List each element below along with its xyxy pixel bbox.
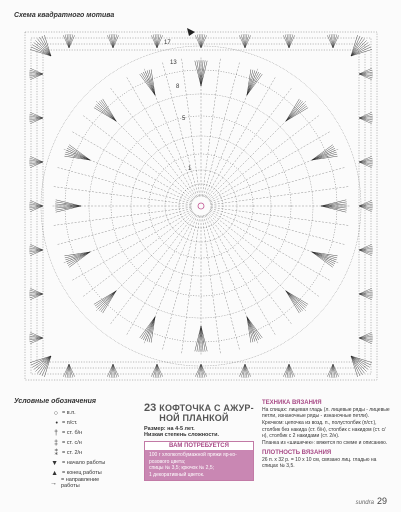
treble-crochet-icon: ⁑	[54, 450, 58, 457]
row-label-8: 8	[176, 84, 180, 90]
spoke	[181, 216, 199, 355]
fan-stitch	[94, 108, 116, 121]
edge-fan	[30, 250, 43, 254]
legend-label: = конец работы	[62, 470, 102, 476]
fan-stitch	[247, 73, 261, 95]
spoke	[211, 207, 350, 225]
fan-stitch	[141, 317, 155, 339]
fan-stitch	[68, 146, 90, 160]
fan-stitch	[101, 100, 116, 121]
fan-stitch	[286, 100, 301, 121]
fan-stitch	[197, 60, 201, 86]
start-marker-icon: ▼	[51, 459, 58, 467]
density-heading: ПЛОТНОСТЬ ВЯЗАНИЯ	[262, 450, 332, 457]
row-label-5: 5	[182, 116, 186, 122]
fan-stitch	[312, 152, 337, 160]
fan-stitch	[312, 146, 334, 160]
spoke	[202, 216, 220, 355]
spoke	[110, 214, 195, 325]
edge-fan	[69, 364, 73, 377]
spoke	[202, 57, 220, 196]
article-title: КОФТОЧКА С АЖУР-НОЙ ПЛАНКОЙ	[159, 403, 254, 423]
fan-stitch	[247, 317, 261, 339]
fan-stitch	[98, 291, 116, 309]
spoke	[162, 61, 198, 196]
fan-stitch	[101, 291, 116, 312]
edge-fan	[153, 364, 157, 377]
spoke	[204, 61, 240, 196]
materials-item: спицы № 3,5; крючок № 2,5;	[149, 465, 214, 471]
center-marker	[198, 203, 204, 209]
fan-stitch	[201, 326, 205, 352]
arrow-right-icon: →	[49, 479, 57, 487]
fan-stitch	[247, 70, 255, 95]
corner-fan	[351, 356, 362, 375]
edge-fan	[153, 35, 157, 48]
edge-fan	[157, 35, 161, 48]
fan-stitch	[201, 60, 205, 86]
motif-drawing	[25, 28, 377, 380]
fan-stitch	[65, 152, 90, 160]
materials-item: 1 декоративный цветок.	[149, 471, 205, 478]
edge-fan	[30, 290, 43, 294]
materials-list	[145, 450, 253, 480]
legend-label: = направление работы	[60, 477, 100, 489]
double-crochet-icon: ‡	[54, 439, 58, 447]
technique-heading: ТЕХНИКА ВЯЗАНИЯ	[262, 400, 322, 406]
legend-label: = ст. б/н	[62, 430, 83, 436]
edge-fan	[113, 364, 117, 377]
chain-stitch-icon: ○	[53, 409, 58, 417]
edge-fan	[359, 202, 372, 206]
fan-stitch	[99, 101, 116, 121]
article-number: 23	[144, 402, 157, 414]
fan-stitch	[55, 206, 81, 210]
spoke	[52, 186, 191, 204]
edge-fan	[285, 35, 289, 48]
fan-stitch	[321, 206, 347, 210]
edge-fan	[30, 338, 43, 342]
spoke	[52, 207, 191, 225]
end-marker-icon: ▲	[51, 469, 58, 477]
fan-stitch	[286, 104, 306, 121]
edge-fan	[30, 70, 43, 74]
density-text: 26 п. x 32 р. = 10 x 10 см, связано лиц. гладью на спицах № 3,5.	[262, 457, 377, 470]
spoke	[211, 167, 346, 203]
fan-stitch	[147, 70, 155, 95]
fan-stitch	[95, 106, 116, 121]
legend-row	[14, 408, 118, 418]
legend-label: = ст. 2/н	[62, 450, 83, 456]
fan-stitch	[286, 103, 304, 121]
legend-row	[14, 428, 118, 438]
row-label-13: 13	[170, 60, 177, 66]
legend-row	[14, 418, 118, 428]
spoke	[162, 216, 198, 351]
row-label-17: 17	[164, 40, 171, 46]
fan-stitch	[286, 101, 303, 121]
edge-fan	[245, 364, 249, 377]
fan-stitch	[96, 291, 116, 308]
edge-fan	[30, 114, 43, 118]
slip-stitch-icon: •	[55, 419, 58, 427]
materials-box	[144, 441, 254, 481]
fan-stitch	[141, 73, 155, 95]
edge-fan	[30, 334, 43, 338]
spoke	[207, 214, 292, 325]
spoke	[204, 216, 240, 351]
single-crochet-icon: †	[54, 429, 58, 437]
diagram-caption: Схема квадратного мотива	[14, 12, 115, 19]
legend-label: = в.п.	[62, 410, 76, 416]
ring	[191, 196, 211, 216]
spoke	[211, 209, 346, 245]
edge-fan	[30, 206, 43, 210]
edge-fan	[359, 118, 372, 122]
edge-fan	[359, 114, 372, 118]
edge-fan	[359, 74, 372, 78]
fan-stitch	[147, 317, 155, 342]
spoke	[56, 167, 191, 203]
legend-label: = п/ст.	[62, 420, 78, 426]
edge-fan	[65, 35, 69, 48]
row-label-1: 1	[188, 166, 192, 172]
pattern-article	[144, 403, 254, 498]
fan-stitch	[312, 252, 334, 266]
legend-row	[14, 438, 118, 448]
fan-stitch	[286, 291, 303, 311]
edge-fan	[359, 162, 372, 166]
article-size: Размер: на 4-5 лет.	[144, 426, 195, 432]
spoke	[82, 115, 193, 200]
fan-stitch	[95, 291, 116, 306]
fan-stitch	[98, 103, 116, 121]
corner-fan	[351, 45, 370, 56]
edge-fan	[30, 158, 43, 162]
edge-fan	[359, 158, 372, 162]
edge-fan	[285, 364, 289, 377]
fan-stitch	[55, 202, 81, 206]
crochet-diagram	[12, 20, 390, 392]
fan-stitch	[286, 291, 304, 309]
materials-heading: ВАМ ПОТРЕБУЕТСЯ	[145, 442, 253, 450]
fan-stitch	[286, 291, 307, 306]
technique-paragraph: На спицах: лицевая гладь (л. лицевые ряды - лицевые петли, изнаночные ряды - изнаночные петли).	[262, 407, 390, 420]
corner-fan	[40, 37, 51, 56]
fan-stitch	[286, 291, 299, 313]
edge-fan	[333, 364, 337, 377]
legend-label: = ст. с/н	[62, 440, 82, 446]
edge-fan	[157, 364, 161, 377]
spoke	[110, 87, 195, 198]
article-heading	[144, 403, 254, 423]
edge-fan	[197, 35, 201, 48]
corner-fan	[40, 356, 51, 375]
edge-fan	[289, 364, 293, 377]
edge-fan	[359, 334, 372, 338]
fan-stitch	[197, 326, 201, 352]
fan-stitch	[96, 104, 116, 121]
edge-fan	[65, 364, 69, 377]
corner-fan	[351, 37, 362, 56]
spoke	[56, 209, 191, 245]
edge-fan	[201, 364, 205, 377]
page-number: 29	[376, 496, 387, 506]
edge-fan	[359, 246, 372, 250]
legend-row	[14, 448, 118, 458]
edge-fan	[30, 118, 43, 122]
fan-stitch	[286, 291, 301, 312]
edge-fan	[329, 35, 333, 48]
corner-fan	[32, 356, 51, 367]
legend-label: = начало работы	[62, 460, 106, 466]
edge-fan	[289, 35, 293, 48]
fan-stitch	[99, 291, 116, 311]
spoke	[207, 87, 292, 198]
edge-fan	[359, 294, 372, 298]
edge-fan	[241, 364, 245, 377]
fan-stitch	[65, 252, 90, 260]
spoke	[209, 115, 320, 200]
spoke	[209, 212, 320, 297]
fan-stitch	[247, 317, 255, 342]
page-footer	[356, 496, 387, 506]
brand-name: sundra	[355, 500, 374, 506]
edge-fan	[359, 250, 372, 254]
corner-fan	[32, 45, 51, 56]
technique-section	[262, 400, 390, 470]
article-difficulty: Низкая степень сложности.	[144, 432, 219, 438]
fan-stitch	[312, 252, 337, 260]
edge-fan	[69, 35, 73, 48]
edge-fan	[359, 338, 372, 342]
edge-fan	[245, 35, 249, 48]
edge-fan	[241, 35, 245, 48]
edge-fan	[30, 162, 43, 166]
edge-fan	[30, 74, 43, 78]
fan-stitch	[286, 99, 299, 121]
fan-stitch	[286, 291, 306, 308]
spoke	[181, 57, 199, 196]
symbol-legend	[14, 398, 118, 498]
legend-title: Условные обозначения	[14, 398, 97, 405]
edge-fan	[359, 70, 372, 74]
legend-row	[14, 478, 118, 488]
edge-fan	[109, 35, 113, 48]
spoke	[82, 212, 193, 297]
fan-stitch	[286, 106, 307, 121]
legend-row	[14, 458, 118, 468]
edge-fan	[329, 364, 333, 377]
start-marker-icon	[187, 28, 195, 36]
edge-fan	[359, 290, 372, 294]
fan-stitch	[68, 252, 90, 266]
fan-stitch	[321, 202, 347, 206]
edge-fan	[109, 364, 113, 377]
edge-fan	[333, 35, 337, 48]
materials-item: 100 г хлопкотобумажной пряжи яр-ко-розового цвета;	[149, 452, 237, 465]
technique-paragraph: Планка из «шишечек»: вяжется по схеме и описанию.	[262, 440, 388, 447]
corner-fan	[351, 356, 370, 367]
edge-fan	[30, 246, 43, 250]
technique-paragraph: Крючком: цепочка из возд. п., полустолбик (п/ст.), столбик без накида (ст. б/н), столбик с накидом (ст. с/н), столбик с 2 накидами (ст. 2/н).	[262, 420, 386, 439]
edge-fan	[113, 35, 117, 48]
edge-fan	[30, 294, 43, 298]
spoke	[211, 186, 350, 204]
